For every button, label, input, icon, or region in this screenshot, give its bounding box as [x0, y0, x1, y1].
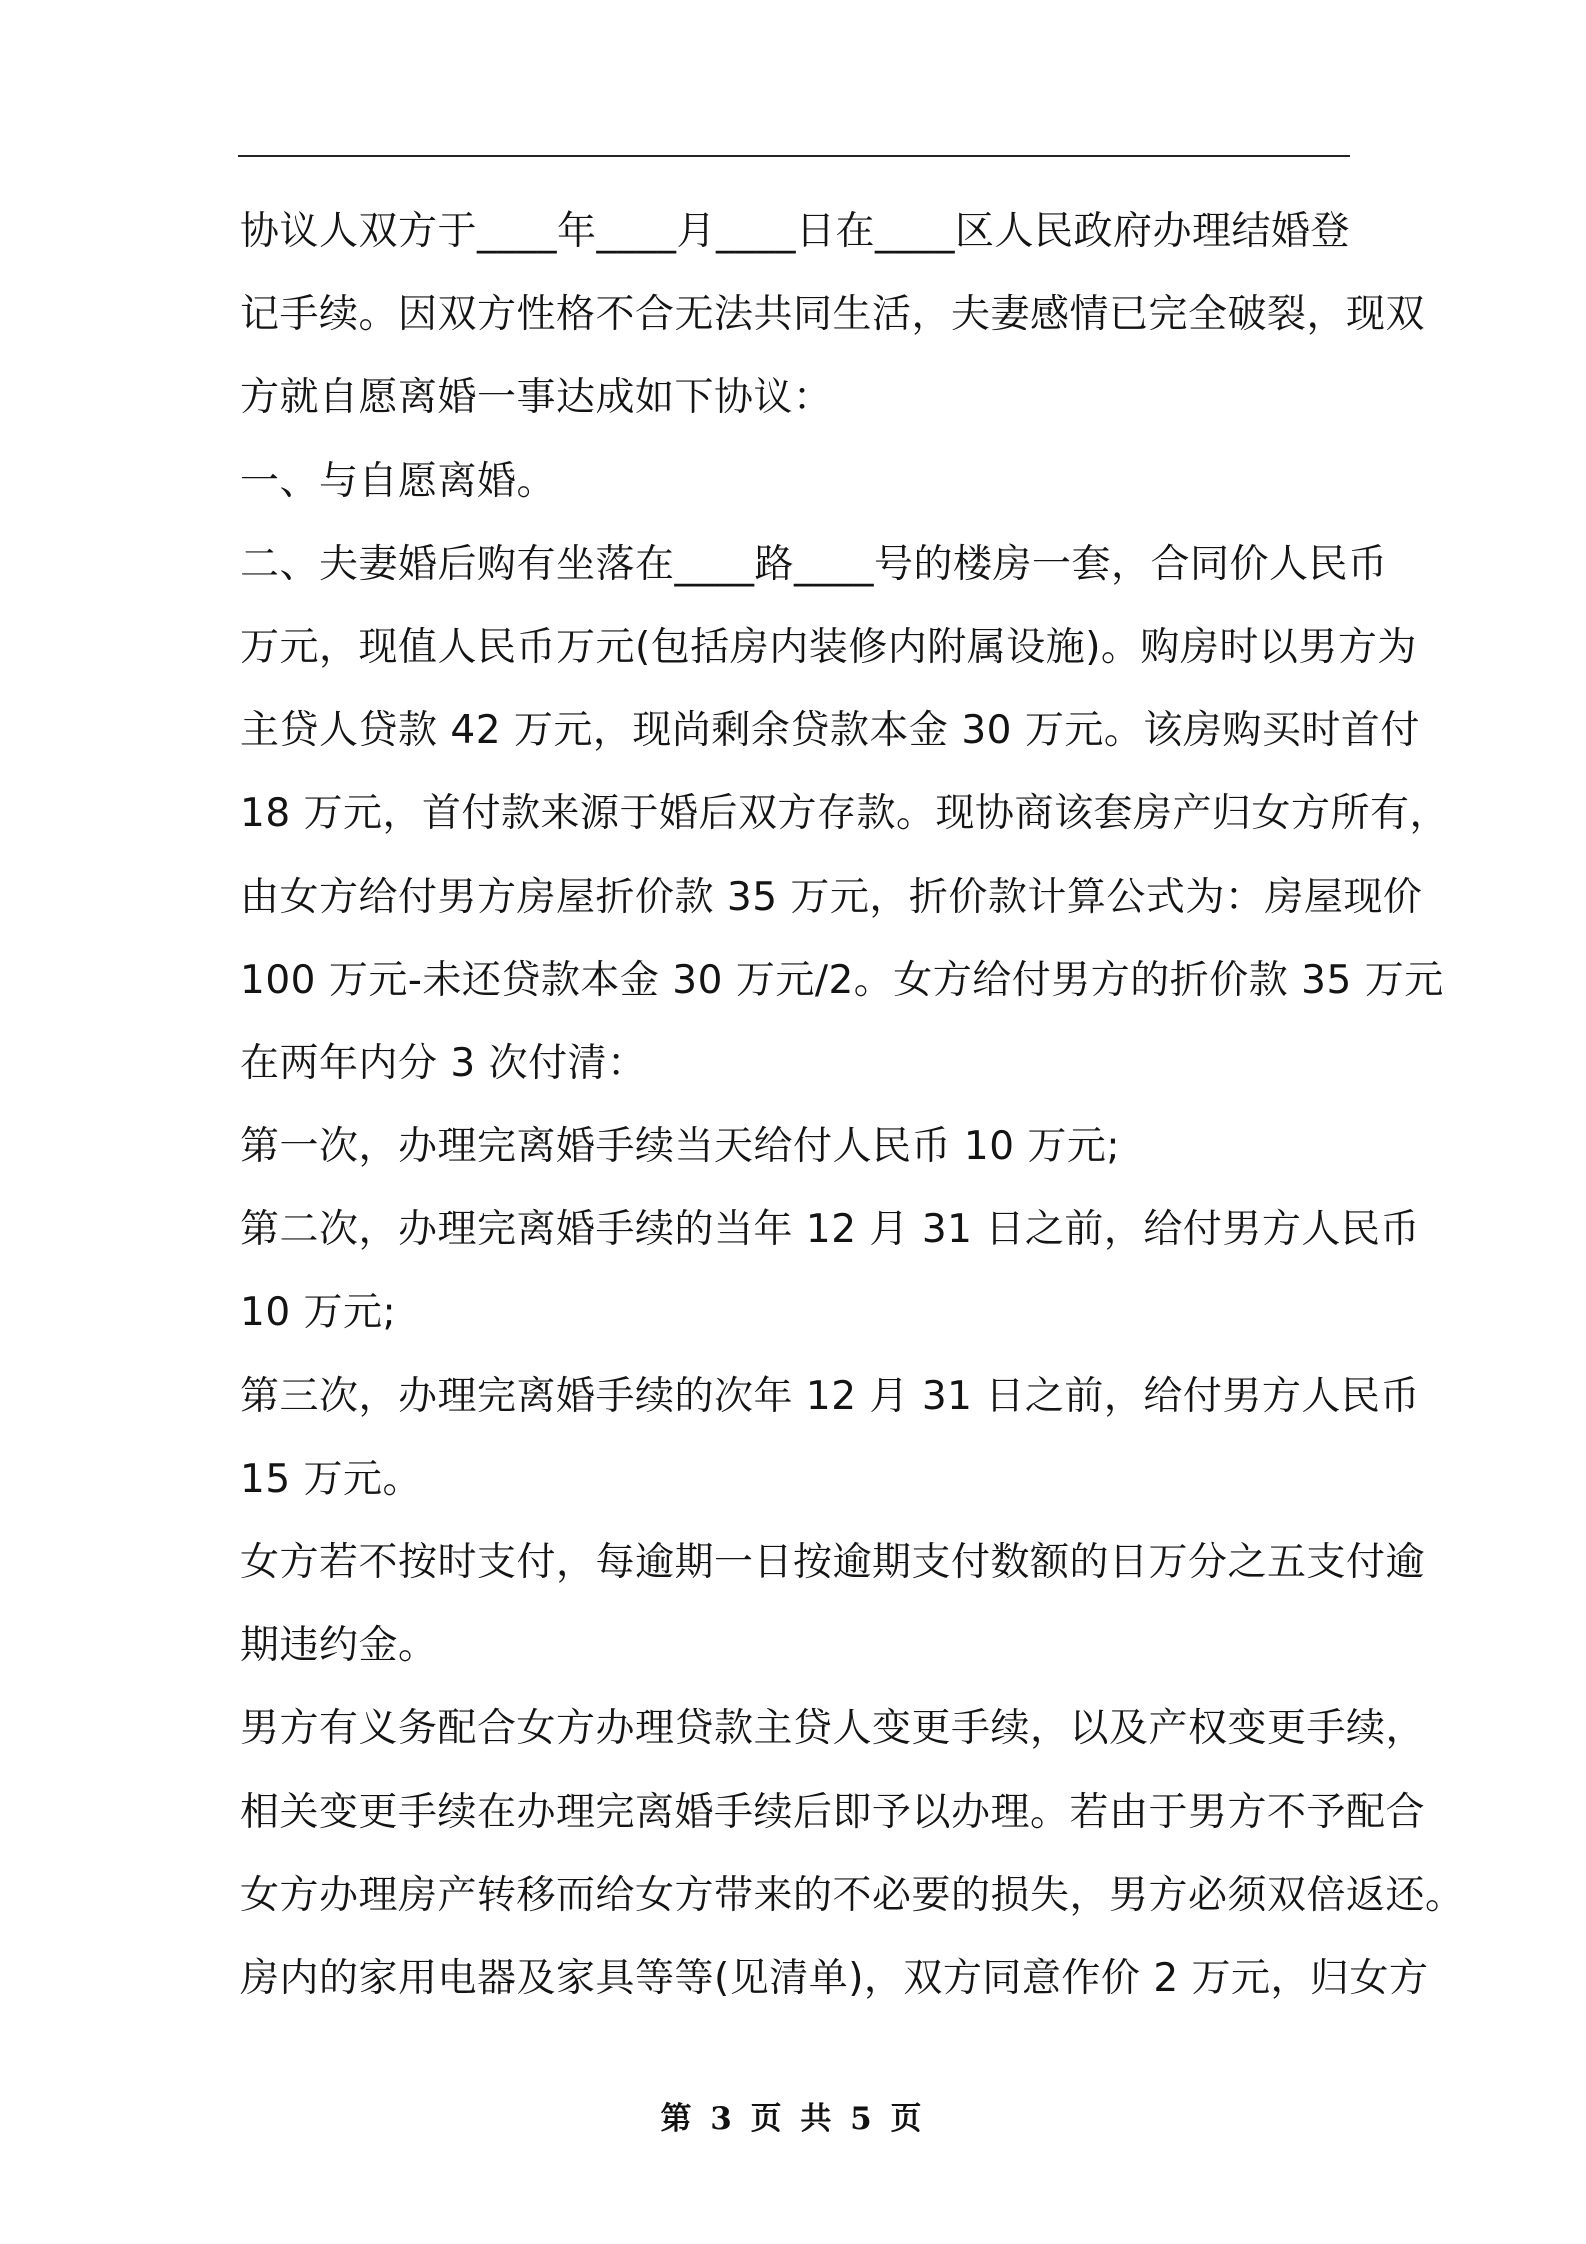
- text-line: 相关变更手续在办理完离婚手续后即予以办理。若由于男方不予配合: [240, 1789, 1426, 1835]
- text-line: 一、与自愿离婚。: [240, 458, 557, 504]
- text-line: 15 万元。: [240, 1456, 423, 1502]
- text-line: 第一次，办理完离婚手续当天给付人民币 10 万元;: [240, 1124, 1121, 1170]
- text-line: 第三次，办理完离婚手续的次年 12 月 31 日之前，给付男方人民币: [240, 1373, 1420, 1419]
- text-line: 男方有义务配合女方办理贷款主贷人变更手续，以及产权变更手续，: [240, 1706, 1426, 1752]
- text-line: 方就自愿离婚一事达成如下协议：: [240, 375, 833, 421]
- text-line: 10 万元;: [240, 1290, 397, 1336]
- text-line: 第二次，办理完离婚手续的当年 12 月 31 日之前，给付男方人民币: [240, 1207, 1420, 1253]
- text-line: 二、夫妻婚后购有坐落在____路____号的楼房一套，合同价人民币: [240, 541, 1388, 587]
- text-line: 主贷人贷款 42 万元，现尚剩余贷款本金 30 万元。该房购买时首付: [240, 708, 1420, 754]
- text-line: 女方办理房产转移而给女方带来的不必要的损失，男方必须双倍返还。: [240, 1872, 1465, 1918]
- text-line: 协议人双方于____年____月____日在____区人民政府办理结婚登: [240, 209, 1351, 254]
- header-divider: [238, 155, 1350, 157]
- text-line: 18 万元，首付款来源于婚后双方存款。现协商该套房产归女方所有，: [240, 791, 1450, 837]
- text-line: 由女方给付男方房屋折价款 35 万元，折价款计算公式为：房屋现价: [240, 874, 1423, 920]
- page-number-footer: 第 3 页 共 5 页: [660, 2101, 926, 2137]
- text-line: 万元，现值人民币万元(包括房内装修内附属设施)。购房时以男方为: [240, 624, 1417, 670]
- document-body: [240, 200, 1465, 2030]
- text-line: 期违约金。: [240, 1623, 438, 1669]
- text-line: 100 万元-未还贷款本金 30 万元/2。女方给付男方的折价款 35 万元: [240, 957, 1444, 1003]
- text-line: 在两年内分 3 次付清：: [240, 1040, 647, 1086]
- text-line: 记手续。因双方性格不合无法共同生活，夫妻感情已完全破裂，现双: [240, 292, 1426, 338]
- text-line: 房内的家用电器及家具等等(见清单)，双方同意作价 2 万元，归女方: [240, 1955, 1429, 2001]
- text-line: 女方若不按时支付，每逾期一日按逾期支付数额的日万分之五支付逾: [240, 1540, 1426, 1585]
